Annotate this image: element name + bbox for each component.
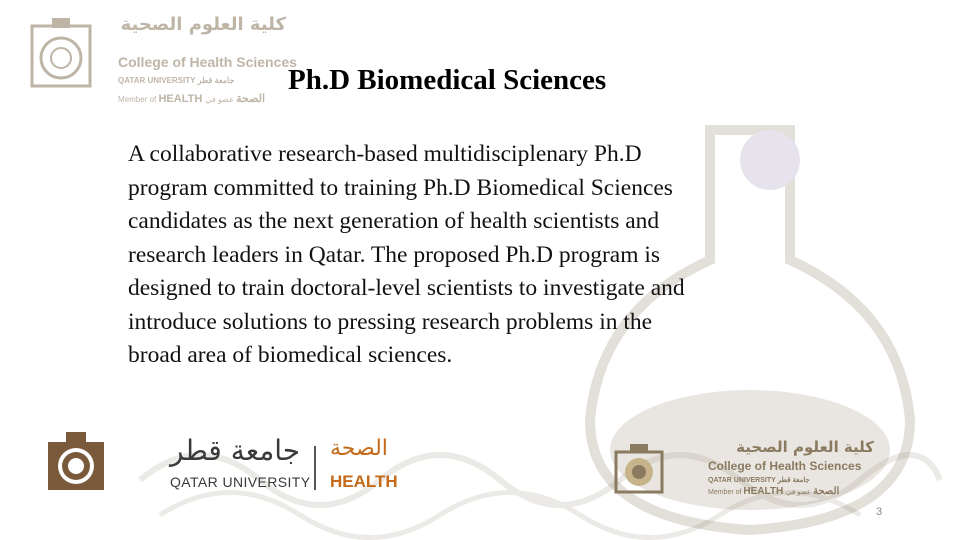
college-english-name: College of Health Sciences [708,459,862,473]
member-suffix: عضو في [786,489,812,496]
body-line: research leaders in Qatar. The proposed Ph.D program is [128,241,661,268]
qu-emblem-icon [612,444,666,494]
college-english-name: College of Health Sciences [118,54,297,70]
college-arabic-name: كلية العلوم الصحية [120,14,286,35]
body-line: candidates as the next generation of health scientists and [128,208,660,234]
body-line: designed to train doctoral-level scientists to investigate and [128,275,685,301]
qatar-university-health-logo [46,432,398,494]
qu-english-name: QATAR UNIVERSITY [170,474,311,490]
page-number: 3 [876,506,883,518]
member-brand: HEALTH الصحة [743,486,840,497]
body-line: introduce solutions to pressing research problems in the [128,308,653,335]
body-line: A collaborative research-based multidisciplenary Ph.D [128,141,642,167]
qu-arabic-name: جامعة قطر [170,434,301,467]
member-line [118,92,265,105]
health-english: HEALTH [330,472,398,491]
member-prefix: Member of [708,489,742,496]
member-brand: HEALTH الصحة [158,93,266,105]
university-line: QATAR UNIVERSITY جامعة قطر [118,76,235,85]
slide-title: Ph.D Biomedical Sciences [288,64,607,96]
university-line: QATAR UNIVERSITY جامعة قطر [708,477,810,484]
member-prefix: Member of [118,95,157,104]
health-arabic: الصحة [330,436,388,461]
college-arabic-name: كلية العلوم الصحية [736,438,874,456]
qu-emblem-icon [26,16,96,92]
qu-emblem-icon [46,432,106,492]
member-suffix: عضو في [205,95,234,104]
college-logo-bottom [612,440,880,502]
body-line: broad area of biomedical sciences. [128,342,453,368]
logo-divider [314,446,316,490]
slide-body [128,138,808,373]
body-line: program committed to training Ph.D Biomedical Sciences [128,174,673,201]
member-line [708,486,839,497]
college-logo-top [22,14,302,105]
